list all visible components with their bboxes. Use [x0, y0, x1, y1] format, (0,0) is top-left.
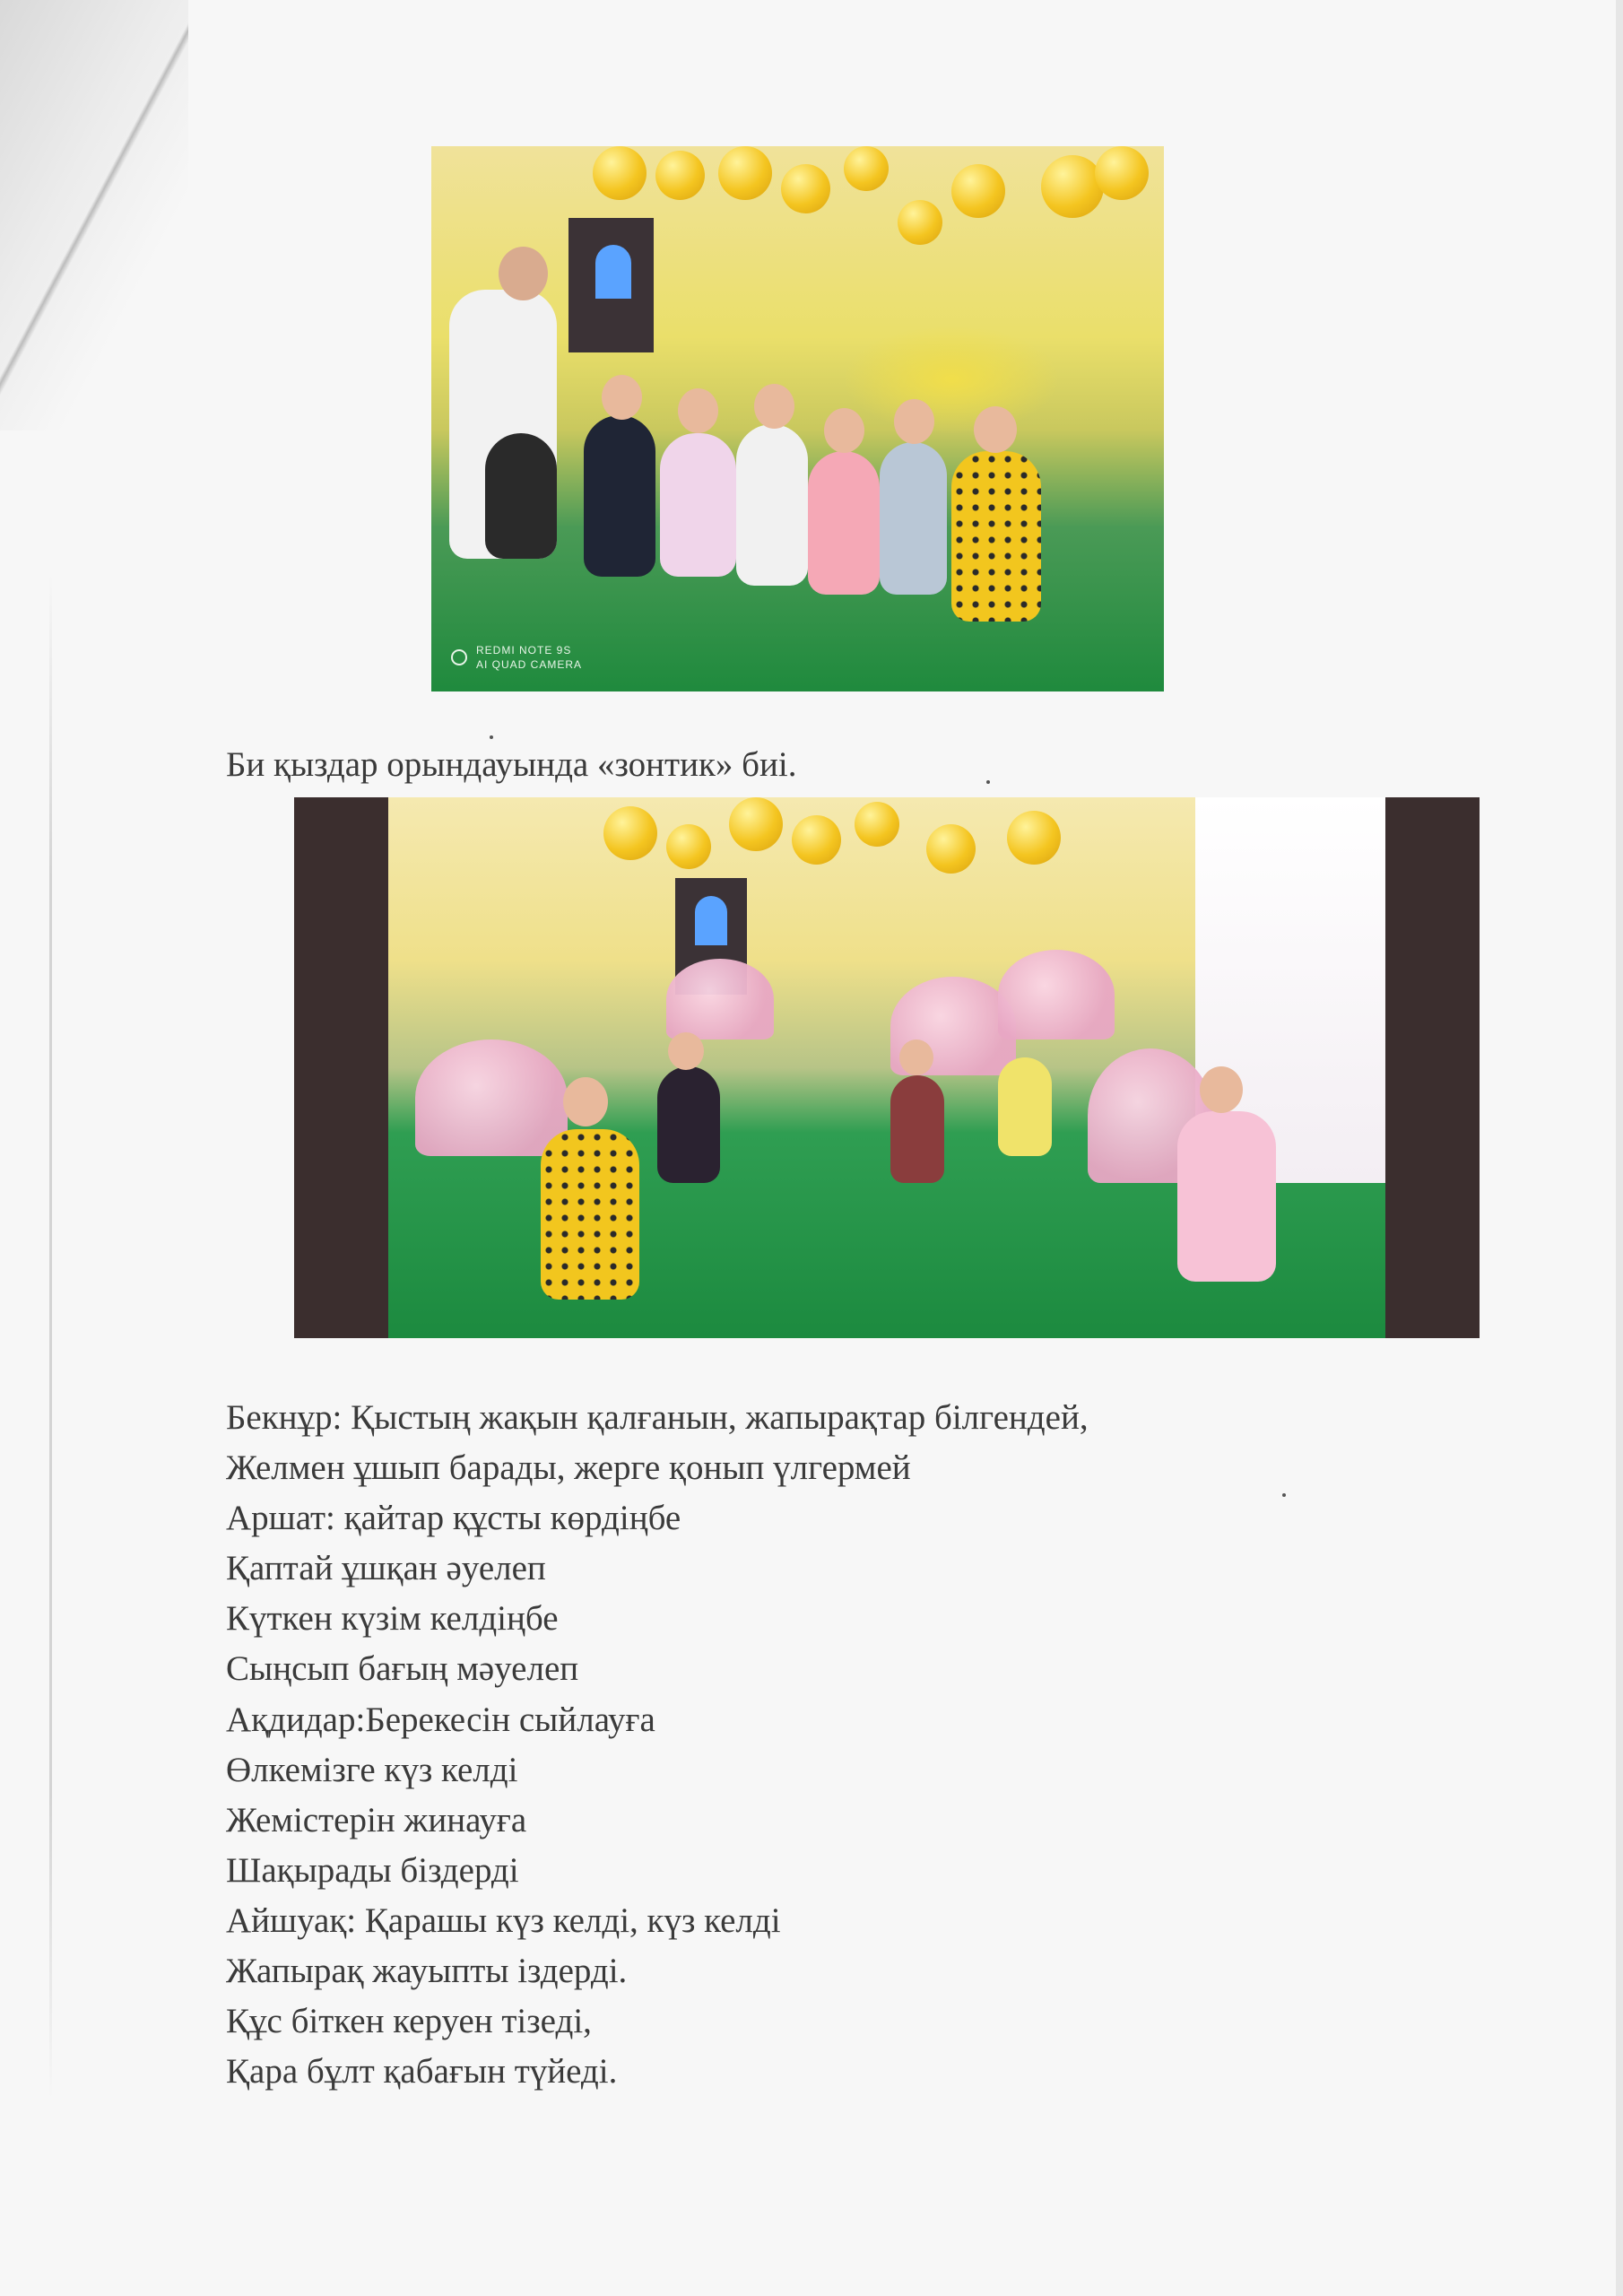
child-figure	[808, 451, 880, 595]
verse-line: Ақдидар:Берекесін сыйлауға	[226, 1700, 655, 1739]
verse-line: Қара бұлт қабағын түйеді.	[226, 2052, 618, 2092]
child-head	[824, 408, 864, 453]
child-head	[602, 375, 642, 420]
dancer-figure	[890, 1075, 944, 1183]
child-head	[974, 406, 1017, 453]
child-figure	[584, 415, 655, 577]
watermark-line1: REDMI NOTE 9S	[476, 644, 572, 657]
balloon	[655, 151, 705, 200]
balloon	[593, 146, 647, 200]
scan-left-mark	[49, 574, 52, 2099]
dancer-figure	[998, 1057, 1052, 1156]
scan-fold-line	[0, 0, 188, 430]
verse-line: Айшуақ: Қарашы күз келді, күз келді	[226, 1900, 781, 1940]
verse-line: Шақырады біздерді	[226, 1850, 519, 1890]
balloon	[1095, 146, 1149, 200]
balloon	[855, 802, 899, 847]
teacher-head	[499, 247, 548, 300]
dancer-figure	[541, 1129, 639, 1300]
watermark-line2: AI QUAD CAMERA	[476, 658, 583, 671]
scan-right-edge	[1616, 0, 1623, 2296]
dancer-figure	[657, 1066, 720, 1183]
verse-line: Сыңсып бағың мәуелеп	[226, 1649, 579, 1689]
teacher-skirt	[485, 433, 557, 559]
verse-line: Жемістерін жинауға	[226, 1800, 527, 1839]
verse-line: Құс біткен керуен тізеді,	[226, 2002, 592, 2041]
dancer-head	[563, 1077, 608, 1126]
balloon	[792, 815, 841, 865]
child-figure	[880, 442, 947, 595]
balloon	[1041, 155, 1104, 218]
balloon	[603, 806, 657, 860]
child-head	[894, 399, 934, 444]
child-figure	[660, 433, 736, 577]
scan-speck	[986, 780, 990, 784]
dancer-figure	[1177, 1111, 1276, 1282]
dancer-head	[899, 1039, 933, 1075]
door-window	[595, 245, 631, 299]
verse-line: Бекнұр: Қыстың жақын қалғанын, жапырақтар білгендей,	[226, 1398, 1089, 1437]
door-window	[695, 896, 727, 945]
photo-caption: Би қыздар орындауында «зонтик» биі.	[226, 745, 797, 784]
balloon	[844, 146, 889, 191]
balloon	[781, 164, 830, 213]
balloon	[1007, 811, 1061, 865]
balloon	[666, 824, 711, 869]
balloon	[951, 164, 1005, 218]
balloon	[898, 200, 942, 245]
verse-line: Жапырақ жауыпты іздерді.	[226, 1952, 628, 1991]
balloon	[729, 797, 783, 851]
umbrella	[666, 959, 774, 1039]
child-figure	[736, 424, 808, 586]
scan-speck	[1282, 1493, 1286, 1497]
scan-speck	[490, 735, 493, 739]
camera-icon	[451, 649, 467, 665]
umbrella	[998, 950, 1115, 1039]
verse-line: Аршат: қайтар құсты көрдіңбе	[226, 1499, 681, 1538]
verse-line: Өлкемізге күз келді	[226, 1750, 518, 1789]
verse-line: Қаптай ұшқан әуелеп	[226, 1549, 546, 1588]
group-photo	[431, 146, 1164, 691]
dancer-head	[1200, 1066, 1243, 1113]
umbrella-dance-photo	[294, 797, 1480, 1338]
child-head	[754, 384, 794, 429]
umbrella	[415, 1039, 568, 1156]
child-head	[678, 388, 718, 433]
verse-line: Күткен күзім келдіңбе	[226, 1599, 559, 1639]
umbrella-dance-scene	[388, 797, 1385, 1338]
poem-verses	[226, 1393, 1089, 2097]
door	[568, 218, 654, 352]
verse-line: Желмен ұшып барады, жерге қонып үлгермей	[226, 1448, 911, 1488]
balloon	[718, 146, 772, 200]
dancer-head	[668, 1032, 704, 1070]
camera-watermark	[451, 643, 582, 672]
child-figure	[951, 451, 1041, 622]
balloon	[926, 824, 976, 874]
